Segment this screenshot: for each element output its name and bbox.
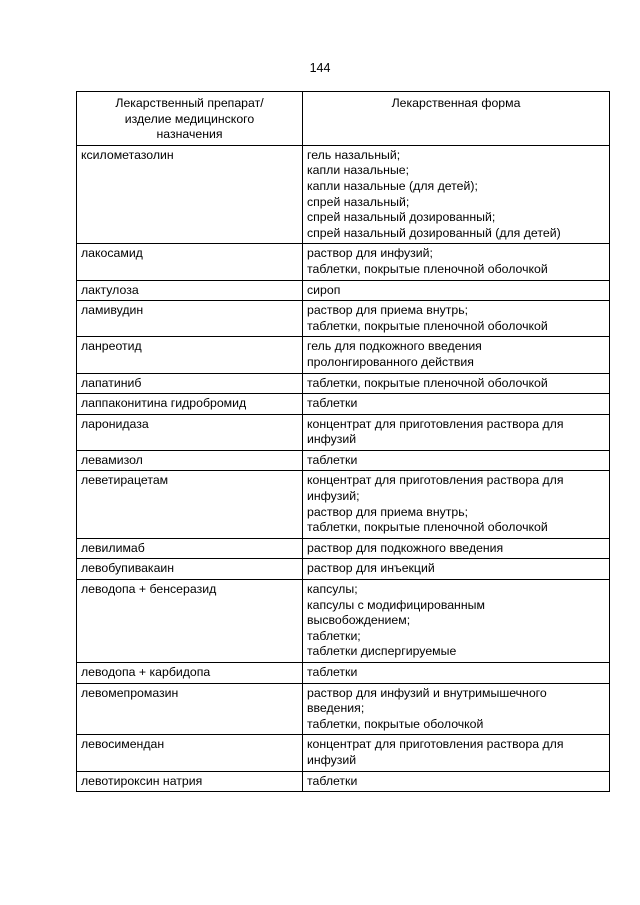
table-row (77, 683, 610, 735)
dosage-form-cell (303, 559, 610, 580)
drug-name-cell: леветирацетам (77, 471, 303, 538)
drug-name-cell: лактулоза (77, 280, 303, 301)
table-row (77, 450, 610, 471)
drug-forms-table (76, 91, 610, 792)
dosage-form-cell (303, 771, 610, 792)
dosage-form-line: сироп (307, 282, 341, 297)
table-row (77, 735, 610, 771)
table-row (77, 244, 610, 280)
dosage-form-cell (303, 735, 610, 771)
dosage-form-cell (303, 280, 610, 301)
dosage-form-line: таблетки, покрытые оболочкой (307, 716, 484, 731)
dosage-form-line: высвобождением; (307, 613, 411, 628)
header-drug-name (77, 92, 303, 146)
dosage-form-line: раствор для приема внутрь; (307, 504, 469, 519)
dosage-form-line: раствор для приема внутрь; (307, 303, 469, 318)
drug-name-cell: левосимендан (77, 735, 303, 771)
drug-name-cell: ланреотид (77, 337, 303, 373)
dosage-form-line: таблетки, покрытые пленочной оболочкой (307, 261, 548, 276)
table-row (77, 301, 610, 337)
dosage-form-line: таблетки диспергируемые (307, 644, 457, 659)
dosage-form-cell (303, 450, 610, 471)
table-row (77, 394, 610, 415)
dosage-form-cell (303, 244, 610, 280)
dosage-form-cell (303, 471, 610, 538)
header-line: Лекарственный препарат/ (115, 96, 264, 110)
drug-name-cell: лакосамид (77, 244, 303, 280)
table-row (77, 471, 610, 538)
dosage-form-line: введения; (307, 701, 365, 716)
table-row (77, 771, 610, 792)
dosage-form-line: капли назальные (для детей); (307, 178, 478, 193)
header-line: Лекарственная форма (391, 96, 521, 110)
header-line: изделие медицинского (124, 111, 255, 126)
drug-name-cell: левамизол (77, 450, 303, 471)
dosage-form-cell (303, 373, 610, 394)
drug-name-cell: ксилометазолин (77, 145, 303, 244)
dosage-form-line: концентрат для приготовления раствора для (307, 737, 564, 752)
dosage-form-line: таблетки; (307, 628, 361, 643)
dosage-form-cell (303, 394, 610, 415)
dosage-form-line: концентрат для приготовления раствора для (307, 416, 564, 431)
drug-name-cell: леводопа + бенсеразид (77, 580, 303, 663)
dosage-form-line: раствор для инфузий; (307, 246, 433, 261)
header-dosage-form (303, 92, 610, 146)
dosage-form-line: гель назальный; (307, 147, 401, 162)
table-row (77, 538, 610, 559)
table-row (77, 145, 610, 244)
dosage-form-line: таблетки (307, 773, 358, 788)
drug-name-cell: левомепромазин (77, 683, 303, 735)
drug-name-cell: леводопа + карбидопа (77, 663, 303, 684)
dosage-form-cell (303, 663, 610, 684)
table-row (77, 414, 610, 450)
dosage-form-cell (303, 337, 610, 373)
drug-name-cell: ларонидаза (77, 414, 303, 450)
dosage-form-cell (303, 145, 610, 244)
dosage-form-line: спрей назальный дозированный (для детей) (307, 225, 561, 240)
dosage-form-cell (303, 414, 610, 450)
dosage-form-line: инфузий (307, 752, 357, 767)
dosage-form-line: концентрат для приготовления раствора для (307, 473, 564, 488)
table-row (77, 663, 610, 684)
drug-name-cell: левобупивакаин (77, 559, 303, 580)
drug-name-cell: лапатиниб (77, 373, 303, 394)
drug-name-cell: левилимаб (77, 538, 303, 559)
dosage-form-line: капли назальные; (307, 163, 410, 178)
table-row (77, 337, 610, 373)
dosage-form-cell (303, 538, 610, 559)
table-row (77, 280, 610, 301)
dosage-form-cell (303, 580, 610, 663)
dosage-form-line: инфузий (307, 432, 357, 447)
table-header-row (77, 92, 610, 146)
dosage-form-line: раствор для инъекций (307, 561, 435, 576)
dosage-form-line: таблетки, покрытые пленочной оболочкой (307, 318, 548, 333)
dosage-form-line: спрей назальный дозированный; (307, 210, 496, 225)
page-number: 144 (309, 61, 331, 75)
drug-name-cell: ламивудин (77, 301, 303, 337)
dosage-form-line: раствор для инфузий и внутримышечного (307, 685, 547, 700)
drug-name-cell: левотироксин натрия (77, 771, 303, 792)
dosage-form-line: раствор для подкожного введения (307, 540, 504, 555)
dosage-form-cell (303, 683, 610, 735)
dosage-form-line: инфузий; (307, 489, 360, 504)
dosage-form-line: таблетки, покрытые пленочной оболочкой (307, 520, 548, 535)
drug-name-cell: лаппаконитина гидробромид (77, 394, 303, 415)
dosage-form-line: капсулы с модифицированным (307, 597, 485, 612)
table-row (77, 559, 610, 580)
dosage-form-line: таблетки, покрытые пленочной оболочкой (307, 375, 548, 390)
table-row (77, 580, 610, 663)
dosage-form-line: капсулы; (307, 582, 358, 597)
dosage-form-line: спрей назальный; (307, 194, 410, 209)
dosage-form-line: пролонгированного действия (307, 354, 474, 369)
dosage-form-line: гель для подкожного введения (307, 339, 482, 354)
table-row (77, 373, 610, 394)
dosage-form-line: таблетки (307, 452, 358, 467)
header-line: назначения (156, 127, 223, 142)
dosage-form-line: таблетки (307, 396, 358, 411)
dosage-form-cell (303, 301, 610, 337)
dosage-form-line: таблетки (307, 665, 358, 679)
